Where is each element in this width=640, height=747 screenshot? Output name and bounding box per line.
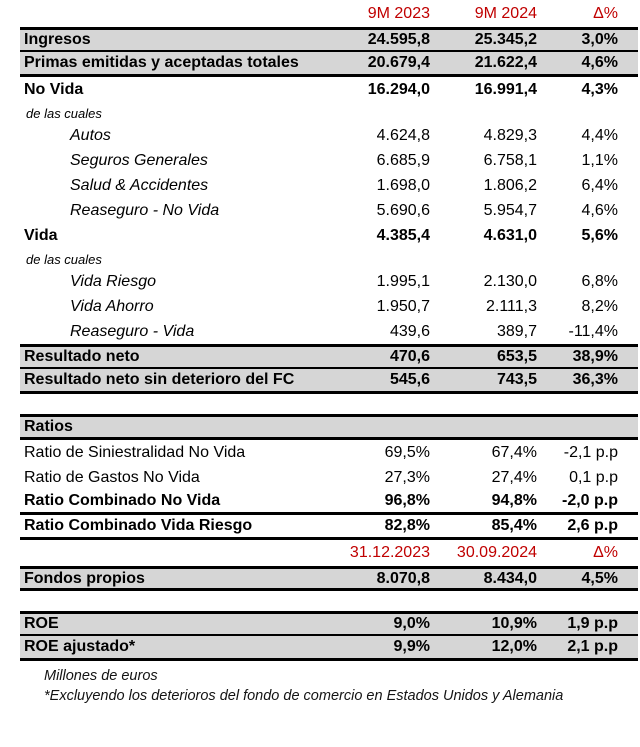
row-label: ROE ajustado* bbox=[24, 638, 136, 655]
cell-value: 4.829,3 bbox=[483, 126, 537, 144]
cell-value: 6,8% bbox=[581, 272, 618, 290]
row-label: Ratio de Gastos No Vida bbox=[24, 468, 200, 486]
cell-value: 10,9% bbox=[491, 615, 537, 632]
cell-value: -11,4% bbox=[568, 322, 618, 340]
cell-value: -2,1 p.p bbox=[563, 443, 618, 461]
cell-value: 16.991,4 bbox=[474, 81, 537, 98]
cell-value: 1.995,1 bbox=[376, 272, 430, 290]
col-header-9m-2023: 9M 2023 bbox=[367, 5, 430, 22]
row-label: Reaseguro - Vida bbox=[70, 322, 195, 340]
table-row-no-vida bbox=[20, 77, 638, 103]
table-row-seguros-generales bbox=[20, 148, 638, 173]
cell-value: 1.950,7 bbox=[376, 297, 430, 315]
cell-value: 4.624,8 bbox=[376, 126, 430, 144]
table-row-roe-ajustado bbox=[20, 636, 638, 661]
cell-value: 8.434,0 bbox=[483, 569, 537, 587]
table-row-ratio-gastos bbox=[20, 465, 638, 490]
cell-value: 470,6 bbox=[389, 348, 430, 365]
cell-value: 6.758,1 bbox=[483, 151, 537, 169]
row-label: Ratio de Siniestralidad No Vida bbox=[24, 443, 246, 461]
cell-value: 1,1% bbox=[581, 151, 618, 169]
table-row-resultado-neto bbox=[20, 344, 638, 369]
row-label: Vida Riesgo bbox=[70, 272, 156, 290]
table-row-vida bbox=[20, 223, 638, 249]
cell-value: 2.130,0 bbox=[483, 272, 537, 290]
cell-value: 1.698,0 bbox=[376, 176, 430, 194]
section-title: Ratios bbox=[24, 418, 73, 435]
cell-value: 27,4% bbox=[491, 468, 537, 486]
row-label: Primas emitidas y aceptadas totales bbox=[24, 54, 299, 71]
cell-value: 5.954,7 bbox=[483, 201, 537, 219]
cell-value: 2.111,3 bbox=[485, 297, 537, 315]
table-row-resultado-neto-sin-deterioro bbox=[20, 369, 638, 394]
table-row-roe bbox=[20, 611, 638, 636]
row-label: Reaseguro - No Vida bbox=[70, 201, 220, 219]
row-label: No Vida bbox=[24, 81, 84, 98]
date-header-row bbox=[20, 540, 638, 566]
table-row-salud-accidentes bbox=[20, 173, 638, 198]
cell-value: 6,4% bbox=[581, 176, 618, 194]
cell-value: 8,2% bbox=[581, 297, 618, 315]
cell-value: 67,4% bbox=[491, 443, 537, 461]
col-header-delta: Δ% bbox=[593, 5, 618, 22]
row-label: Vida bbox=[24, 227, 58, 244]
cell-value: 16.294,0 bbox=[367, 81, 430, 98]
table-row-vida-ahorro bbox=[20, 294, 638, 319]
footnotes bbox=[20, 666, 638, 706]
table-row-autos bbox=[20, 123, 638, 148]
col-header-31-12-2023: 31.12.2023 bbox=[349, 544, 430, 561]
cell-value: 439,6 bbox=[389, 322, 430, 340]
financial-results-table bbox=[20, 0, 638, 706]
cell-value: 69,5% bbox=[384, 443, 430, 461]
cell-value: 1,9 p.p bbox=[567, 615, 618, 632]
cell-value: 3,0% bbox=[581, 31, 618, 48]
cell-value: 85,4% bbox=[491, 517, 537, 534]
cell-value: 24.595,8 bbox=[367, 31, 430, 48]
cell-value: 5.690,6 bbox=[376, 201, 430, 219]
footnote-exclusion: *Excluyendo los deterioros del fondo de comercio en Estados Unidos y Alemania bbox=[44, 688, 564, 704]
cell-value: 9,0% bbox=[393, 615, 430, 632]
table-row-de-las-cuales bbox=[20, 103, 638, 123]
col-header-9m-2024: 9M 2024 bbox=[474, 5, 537, 22]
period-header-row bbox=[20, 1, 638, 27]
row-label: Resultado neto bbox=[24, 348, 140, 365]
row-label: Resultado neto sin deterioro del FC bbox=[24, 371, 295, 388]
row-label: Autos bbox=[70, 126, 111, 144]
col-header-delta: Δ% bbox=[593, 544, 618, 561]
row-label: Salud & Accidentes bbox=[70, 176, 209, 194]
cell-value: 545,6 bbox=[389, 371, 430, 388]
cell-value: 96,8% bbox=[384, 492, 430, 509]
cell-value: 6.685,9 bbox=[376, 151, 430, 169]
cell-value: 8.070,8 bbox=[376, 569, 430, 587]
cell-value: 36,3% bbox=[572, 371, 618, 388]
section-spacer bbox=[20, 591, 638, 611]
row-label: ROE bbox=[24, 615, 59, 632]
table-row-vida-riesgo bbox=[20, 269, 638, 294]
cell-value: 4.385,4 bbox=[376, 227, 430, 244]
cell-value: 20.679,4 bbox=[367, 54, 430, 71]
ratios-section-header bbox=[20, 414, 638, 440]
col-header-30-09-2024: 30.09.2024 bbox=[456, 544, 537, 561]
cell-value: 653,5 bbox=[496, 348, 537, 365]
row-label: Ratio Combinado Vida Riesgo bbox=[24, 517, 253, 534]
row-label: de las cuales bbox=[26, 105, 102, 121]
cell-value: 4,6% bbox=[581, 201, 618, 219]
table-row-ratio-siniestralidad bbox=[20, 440, 638, 465]
row-label: Seguros Generales bbox=[70, 151, 208, 169]
table-row-reaseguro-vida bbox=[20, 319, 638, 344]
cell-value: -2,0 p.p bbox=[561, 492, 618, 509]
table-row-ratio-combinado-no-vida bbox=[20, 490, 638, 515]
table-row-primas bbox=[20, 52, 638, 77]
cell-value: 12,0% bbox=[491, 638, 537, 655]
cell-value: 4,3% bbox=[581, 81, 618, 98]
cell-value: 4,5% bbox=[581, 569, 618, 587]
section-spacer bbox=[20, 394, 638, 414]
cell-value: 2,6 p.p bbox=[567, 517, 618, 534]
row-label: Ingresos bbox=[24, 31, 91, 48]
table-row-fondos-propios bbox=[20, 566, 638, 591]
row-label: Ratio Combinado No Vida bbox=[24, 492, 221, 509]
table-row-de-las-cuales bbox=[20, 249, 638, 269]
cell-value: 2,1 p.p bbox=[567, 638, 618, 655]
row-label: de las cuales bbox=[26, 251, 102, 267]
table-row-ratio-combinado-vida-riesgo bbox=[20, 515, 638, 540]
cell-value: 389,7 bbox=[496, 322, 537, 340]
cell-value: 25.345,2 bbox=[474, 31, 537, 48]
cell-value: 4.631,0 bbox=[483, 227, 537, 244]
footnote-units: Millones de euros bbox=[44, 668, 158, 684]
cell-value: 1.806,2 bbox=[483, 176, 537, 194]
cell-value: 94,8% bbox=[491, 492, 537, 509]
table-row-ingresos bbox=[20, 27, 638, 52]
cell-value: 4,6% bbox=[581, 54, 618, 71]
cell-value: 21.622,4 bbox=[474, 54, 537, 71]
table-row-reaseguro-no-vida bbox=[20, 198, 638, 223]
cell-value: 82,8% bbox=[384, 517, 430, 534]
cell-value: 27,3% bbox=[384, 468, 430, 486]
cell-value: 5,6% bbox=[581, 227, 618, 244]
cell-value: 9,9% bbox=[393, 638, 430, 655]
cell-value: 4,4% bbox=[581, 126, 618, 144]
row-label: Fondos propios bbox=[24, 569, 145, 587]
cell-value: 743,5 bbox=[496, 371, 537, 388]
cell-value: 38,9% bbox=[572, 348, 618, 365]
cell-value: 0,1 p.p bbox=[569, 468, 618, 486]
row-label: Vida Ahorro bbox=[70, 297, 154, 315]
